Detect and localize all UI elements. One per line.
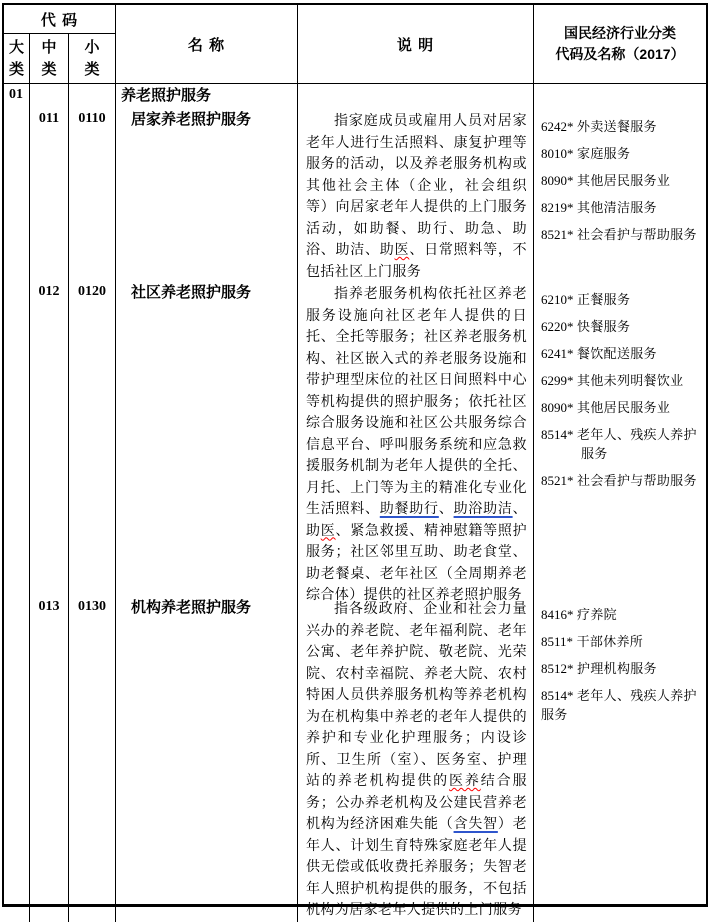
industry-entry [541,198,705,217]
empty-cell [4,107,30,280]
industry-code: 6220* [541,319,574,334]
desc-text: 结合服务；公办养老机构及公建民营养老机构为经济困难失能（ [306,774,527,832]
marked-text-blue-underline: 含失智 [453,817,498,832]
industry-code: 6210* [541,292,574,307]
industry-name: 老年人、残疾人养护服务 [541,688,697,722]
industry-code: 8512* [541,661,574,676]
desc-text: 、日常照料等，不包括社区上门服务 [306,243,528,280]
description-text-0110 [306,111,527,283]
desc-text: 指各级政府、企业和社会力量兴办的养老院、老年福利院、老年公寓、老年养护院、敬老院、光荣院、农村幸福院、养老大院、农村特困人员供养服务机构等养老机构为在机构集中养老的老年人提供的养护和专业化护理服务；内设诊所、卫生所（室）、医务室、护理站的养老机构提供的 [306,602,527,789]
industry-name: 护理机构服务 [573,661,657,676]
industry-name: 快餐服务 [573,319,631,334]
industry-code: 8521* [541,227,574,242]
mid-code-012: 012 [30,280,69,595]
description-cell-0110 [298,107,534,280]
industry-code: 8090* [541,400,574,415]
marked-text-blue-underline: 助浴助洁 [453,502,513,517]
industry-code: 6242* [541,119,574,134]
header-major-class [4,34,30,84]
header-description-column: 说 明 [298,5,534,84]
industry-code: 8219* [541,200,574,215]
description-cell-0130 [298,595,534,922]
industry-name: 疗养院 [573,607,617,622]
description-text-0120 [306,284,527,607]
industry-name: 社会看护与帮助服务 [573,473,697,488]
industry-name: 其他居民服务业 [573,173,671,188]
industry-entry [541,605,705,624]
header-code-group: 代 码 [4,5,116,34]
marked-text-red-squiggle: 医 [320,523,336,539]
industry-entry [541,398,705,417]
desc-text: 指家庭成员或雇用人员对居家老年人进行生活照料、康复护理等服务的活动，以及养老服务机构或其他社会主体（企业，社会组织等）向居家老年人提供的上门服务活动，如助餐、助行、助急、助浴、助洁、助 [306,114,527,258]
classification-table [2,3,708,918]
industry-entry [541,317,705,336]
industry-entry [541,344,705,363]
empty-cell [69,84,116,107]
marked-text-blue-underline: 助餐助行 [379,502,439,517]
industry-code: 8514* [541,427,574,442]
industry-entry [541,117,705,136]
marked-text-red-squiggle: 医 [394,243,410,258]
category-name-01: 养老照护服务 [116,84,298,107]
industry-code: 8090* [541,173,574,188]
industry-list-0120 [534,280,706,595]
marked-text-red-squiggle: 医养 [449,774,481,789]
desc-text: 、助 [306,502,528,539]
industry-entry [541,632,705,651]
header-mid-class-label: 中类 [41,38,57,78]
empty-cell [298,84,534,107]
industry-code: 8511* [541,634,574,649]
category-name-0120: 社区养老照护服务 [116,280,298,595]
desc-text: 、紧急救援、精神慰籍等照护服务；社区邻里互助、助老食堂、助老餐桌、老年社区（全周期养老综合体）提供的社区养老照护服务 [306,523,528,603]
industry-name: 老年人、残疾人养护服务 [573,427,697,461]
desc-text: 指养老服务机构依托社区养老服务设施向社区老年人提供的日托、全托等服务；社区养老服务机构、社区嵌入式的养老服务设施和带护理型床位的社区日间照料中心等机构提供的照护服务；依托社区综合服务设施和社区公共服务综合信息平台、呼叫服务系统和应急救援服务机制为老年人提供的全托、月托、上门等为主的精准化专业化生活照料、 [306,287,527,517]
industry-entry [541,290,705,309]
header-minor-class [69,34,116,84]
header-major-class-label: 大类 [8,38,24,78]
description-cell-0120 [298,280,534,603]
industry-name: 正餐服务 [573,292,631,307]
industry-entry [541,686,705,724]
industry-entry [541,471,705,490]
industry-name: 其他居民服务业 [573,400,671,415]
industry-list-0130 [534,595,706,922]
empty-cell [4,280,30,595]
industry-entry [541,371,705,390]
description-text-0130 [306,599,527,922]
industry-entry [541,425,705,463]
empty-cell [4,595,30,922]
header-minor-class-label: 小类 [84,38,100,78]
empty-cell [534,84,706,107]
industry-name: 其他未列明餐饮业 [573,373,684,388]
header-industry-line1: 国民经济行业分类 [564,25,676,41]
industry-name: 家庭服务 [573,146,631,161]
industry-code: 6299* [541,373,574,388]
header-mid-class [30,34,69,84]
category-name-0130: 机构养老照护服务 [116,595,298,922]
industry-name: 社会看护与帮助服务 [573,227,697,242]
industry-name: 外卖送餐服务 [573,119,657,134]
minor-code-0110: 0110 [69,107,116,280]
industry-name: 干部休养所 [573,634,644,649]
industry-code: 8514* [541,688,574,703]
industry-code: 8010* [541,146,574,161]
industry-list-0110 [534,107,706,280]
industry-code: 6241* [541,346,574,361]
mid-code-013: 013 [30,595,69,922]
major-code-01: 01 [4,84,30,107]
industry-entry [541,171,705,190]
header-industry-column [534,5,706,84]
header-name-column: 名 称 [116,5,298,84]
industry-code: 8416* [541,607,574,622]
industry-entry [541,144,705,163]
mid-code-011: 011 [30,107,69,280]
industry-entry [541,659,705,678]
industry-entry [541,225,705,244]
industry-code: 8521* [541,473,574,488]
desc-text: 、 [438,502,454,517]
header-industry-line2: 代码及名称（2017） [555,46,685,62]
desc-text: ）老年人、计划生育特殊家庭老年人提供无偿或低收费托养服务；失智老年人照护机构提供的服务，不包括机构为居家老年人提供的上门服务 [306,817,527,918]
minor-code-0130: 0130 [69,595,116,922]
industry-name: 其他清洁服务 [573,200,657,215]
minor-code-0120: 0120 [69,280,116,595]
industry-name: 餐饮配送服务 [573,346,657,361]
empty-cell [30,84,69,107]
category-name-0110: 居家养老照护服务 [116,107,298,280]
